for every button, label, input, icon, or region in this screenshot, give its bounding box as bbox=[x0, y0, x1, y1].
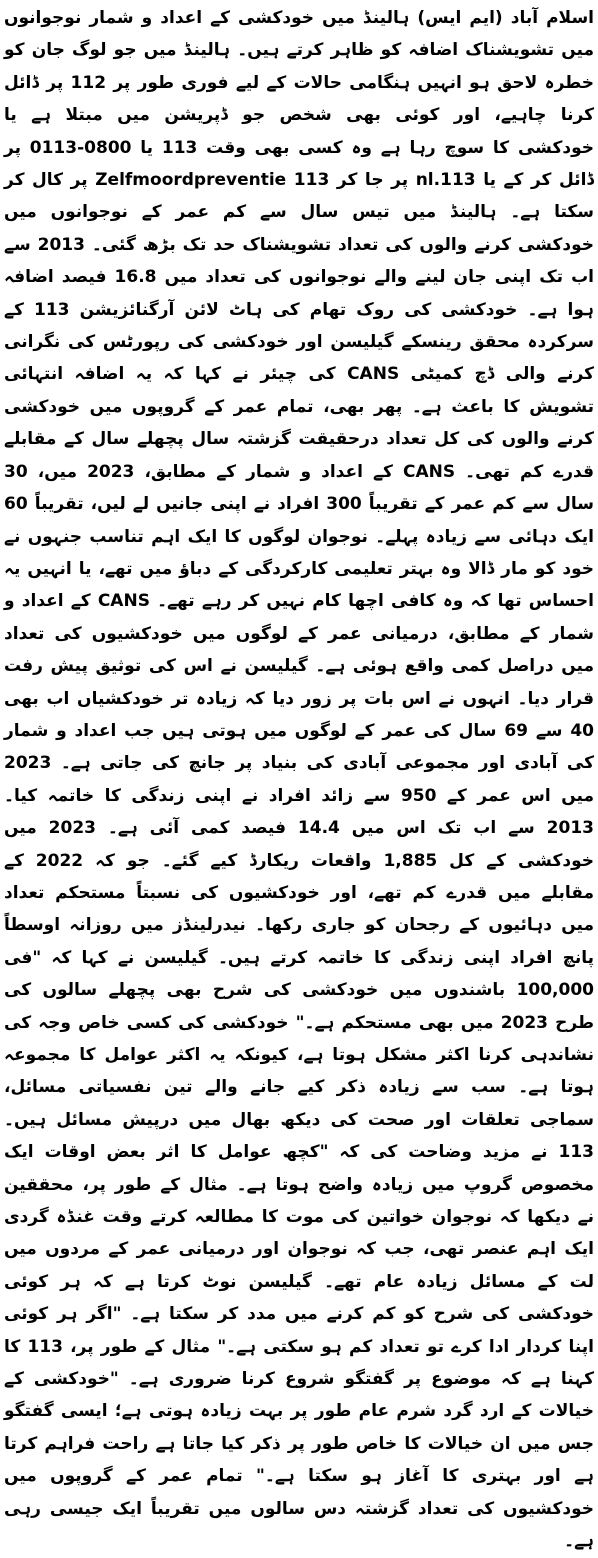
article-body-text: اسلام آباد (ایم ایس) ہالینڈ میں خودکشی کے اعداد و شمار نوجوانوں میں تشویشناک اضافہ کو ظاہر کرتے ہیں۔ ہالینڈ میں جو لوگ جان کو خطرہ لاحق ہو انہیں ہنگامی حالات کے لیے فوری طور پر 112 پر ڈائل کرنا چاہیے، اور کوئی بھی شخص جو ڈپریشن میں مبتلا ہے یا خودکشی کا سوچ رہا ہے وہ کسی بھی وقت 113 یا 0800-0113 پر ڈائل کر کے یا 113.nl پر جا کر 113 Zelfmoordpreventie پر کال کر سکتا ہے۔ ہالینڈ میں تیس سال سے کم عمر کے نوجوانوں میں خودکشی کرنے والوں کی تعداد تشویشناک حد تک بڑھ گئی۔ 2013 سے اب تک اپنی جان لینے والے نوجوانوں کی تعداد میں 16.8 فیصد اضافہ ہوا ہے۔ خودکشی کی روک تھام کی ہاٹ لائن آرگنائزیشن 113 کے سرکردہ محقق رینسکے گیلیسن اور خودکشی کی رپورٹس کی نگرانی کرنے والی ڈچ کمیٹی CANS کی چیئر نے کہا کہ یہ اضافہ انتہائی تشویش کا باعث ہے۔ پھر بھی، تمام عمر کے گروپوں میں خودکشی کرنے والوں کی کل تعداد درحقیقت گزشتہ سال پچھلے سال کے مقابلے قدرے کم تھی۔ CANS کے اعداد و شمار کے مطابق، 2023 میں، 30 سال سے کم عمر کے تقریباً 300 افراد نے اپنی جانیں لے لیں، تقریباً 60 ایک دہائی سے زیادہ پہلے۔ نوجوان لوگوں کا ایک اہم تناسب جنہوں نے خود کو مار ڈالا وہ بہتر تعلیمی کارکردگی کے دباؤ میں تھے، یا انہیں یہ احساس تھا کہ وہ کافی اچھا کام نہیں کر رہے تھے۔ CANS کے اعداد و شمار کے مطابق، درمیانی عمر کے لوگوں میں خودکشیوں کی تعداد میں دراصل کمی واقع ہوئی ہے۔ گیلیسن نے اس کی توثیق پیش رفت قرار دیا۔ انہوں نے اس بات پر زور دیا کہ زیادہ تر خودکشیاں اب بھی 40 سے 69 سال کی عمر کے لوگوں میں ہوتی ہیں جب اعداد و شمار کی آبادی اور مجموعی آبادی کی بنیاد پر جانچ کی جاتی ہے۔ 2023 میں اس عمر کے 950 سے زائد افراد نے اپنی زندگی کا خاتمہ کیا۔ 2013 سے اب تک اس میں 14.4 فیصد کمی آئی ہے۔ 2023 میں خودکشی کے کل 1,885 واقعات ریکارڈ کیے گئے۔ جو کہ 2022 کے مقابلے میں قدرے کم تھے، اور خودکشیوں کی نسبتاً مستحکم تعداد میں دہائیوں کے رجحان کو جاری رکھا۔ نیدرلینڈز میں روزانہ اوسطاً پانچ افراد اپنی زندگی کا خاتمہ کرتے ہیں۔ گیلیسن نے کہا کہ "فی 100,000 باشندوں میں خودکشی کی شرح بھی پچھلے سالوں کی طرح 2023 میں بھی مستحکم ہے۔" خودکشی کی کسی خاص وجہ کی نشاندہی کرنا اکثر مشکل ہوتا ہے، کیونکہ یہ اکثر عوامل کا مجموعہ ہوتا ہے۔ سب سے زیادہ ذکر کیے جانے والے تین نفسیاتی مسائل، سماجی تعلقات اور صحت کی دیکھ بھال میں درپیش مسائل ہیں۔ 113 نے مزید وضاحت کی کہ "کچھ عوامل کا اثر بعض اوقات ایک مخصوص گروپ میں زیادہ واضح ہوتا ہے۔ مثال کے طور پر، محققین نے دیکھا کہ نوجوان خواتین کی موت کا مطالعہ کرتے وقت غنڈہ گردی ایک اہم عنصر تھی، جب کہ نوجوان اور درمیانی عمر کے مردوں میں لت کے مسائل زیادہ عام تھے۔ گیلیسن نوٹ کرتا ہے کہ ہر کوئی خودکشی کی شرح کو کم کرنے میں مدد کر سکتا ہے۔ "اگر ہر کوئی اپنا کردار ادا کرے تو تعداد کم ہو سکتی ہے۔" مثال کے طور پر، 113 کا کہنا ہے کہ موضوع پر گفتگو شروع کرنا ضروری ہے۔ "خودکشی کے خیالات کے ارد گرد شرم عام طور پر بہت زیادہ ہوتی ہے؛ ایسی گفتگو جس میں ان خیالات کا خاص طور پر ذکر کیا جاتا ہے راحت فراہم کرتا ہے اور بہتری کا آغاز ہو سکتا ہے۔" تمام عمر کے گروپوں میں خودکشیوں کی تعداد گزشتہ دس سالوں میں تقریباً ایک جیسی رہی ہے۔ bbox=[4, 8, 595, 1552]
